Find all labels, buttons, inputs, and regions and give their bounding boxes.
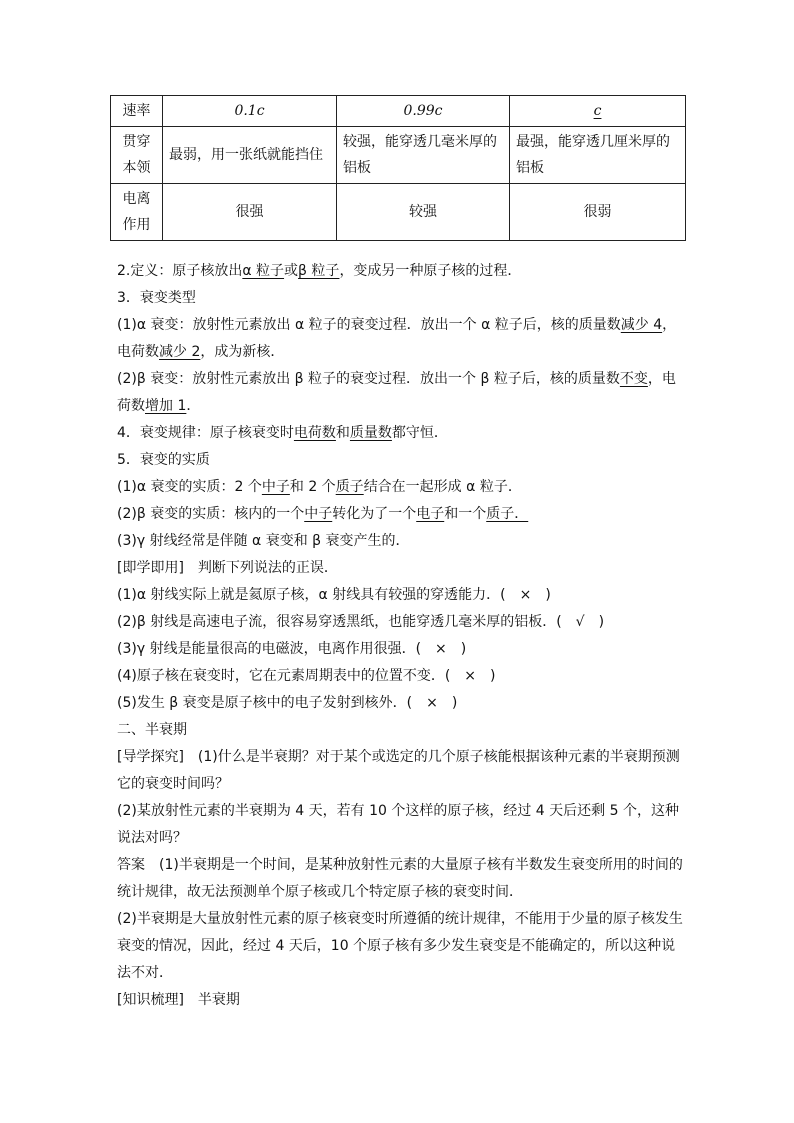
body-text [117,258,687,1014]
text-span: 电荷数 [117,371,676,414]
text-span: 转化为了一个 [332,506,417,522]
alpha-essence-line [117,474,687,501]
beta-decay-paragraph [117,366,687,420]
gamma-essence-line: (3)γ 射线经常是伴随 α 衰变和 β 衰变产生的． [117,533,410,549]
knowledge-heading: [知识梳理] 半衰期 [117,992,240,1008]
judge-title: [即学即用] 判断下列说法的正误． [117,560,338,576]
judge-item: (1)α 射线实际上就是氦原子核，α 射线具有较强的穿透能力．( × ) [117,587,551,603]
text-span: 2.定义：原子核放出 [117,263,243,279]
table-row [111,96,686,127]
judge-item: (3)γ 射线是能量很高的电磁波，电离作用很强．( × ) [117,641,467,657]
table-cell [510,96,686,127]
text-span: (2)β 衰变的实质：核内的一个 [117,506,305,522]
text-span: ． [186,398,201,414]
table-cell: 较强 [337,184,510,241]
text-span: ，成为新核． [200,344,285,360]
table-row [111,127,686,184]
answer-blank: 增加 1 [145,398,187,414]
table-cell: 很强 [163,184,337,241]
radiation-properties-table [110,95,686,241]
beta-essence-line [117,501,687,528]
answer-paragraph-2: (2)半衰期是大量放射性元素的原子核衰变时所遵循的统计规律，不能用于少量的原子核发生衰变的情况，因此，经过 4 天后，10 个原子核有多少发生衰变是不能确定的，所以这种说法不对． [117,911,683,981]
text-span: (1)α 衰变：放射性元素放出 α 粒子的衰变过程．放出一个 α 粒子后，核的质量数 [117,317,621,333]
text-span: 和 [335,425,350,441]
table-cell: 很弱 [510,184,686,241]
row-label: 速率 [111,96,163,127]
section-heading-half-life: 二、半衰期 [117,722,187,738]
answer-blank: 质量数 [349,425,392,441]
answer-blank: 电子 [416,506,445,522]
decay-rule-line [117,420,687,447]
table-row [111,184,686,241]
table-cell: 最强，能穿透几厘米厚的铝板 [510,127,686,184]
answer-blank: 减少 4 [620,317,663,333]
judge-item: (4)原子核在衰变时，它在元素周期表中的位置不变．( × ) [117,668,496,684]
heading-decay-types: 3．衰变类型 [117,290,196,306]
answer-blank: 电荷数 [293,425,336,441]
answer-blank: 质子． [486,506,529,522]
judge-item: (5)发生 β 衰变是原子核中的电子发射到核外．( × ) [117,695,458,711]
text-span: 都守恒． [391,425,448,441]
row-label: 电离作用 [111,184,163,241]
text-span: (2)β 衰变：放射性元素放出 β 粒子的衰变过程．放出一个 β 粒子后，核的质量数 [117,371,620,387]
text-span: 和一个 [444,506,487,522]
text-span: 或 [284,263,299,279]
answer-blank: 中子 [261,479,290,495]
table-cell: 最弱，用一张纸就能挡住 [163,127,337,184]
text-span: 和 2 个 [289,479,336,495]
answer-blank: β 粒子 [298,263,340,279]
heading-decay-essence: 5．衰变的实质 [117,452,210,468]
definition-line [117,258,687,285]
text-span: ， [647,371,662,387]
inquiry-question-2: (2)某放射性元素的半衰期为 4 天，若有 10 个这样的原子核，经过 4 天后还剩 5 个，这种说法对吗？ [117,803,679,846]
answer-blank: 质子 [335,479,364,495]
answer-blank: 不变 [619,371,648,387]
inquiry-question-1: [导学探究] (1)什么是半衰期？对于某个或选定的几个原子核能根据该种元素的半衰期预测它的衰变时间吗？ [117,749,680,792]
table-cell-text: c [593,103,602,119]
text-span: 电荷数 [117,344,159,360]
text-span: ， [662,317,677,333]
answer-blank: α 粒子 [242,263,285,279]
answer-paragraph-1: 答案 (1)半衰期是一个时间，是某种放射性元素的大量原子核有半数发生衰变所用的时间的统计规律，故无法预测单个原子核或几个特定原子核的衰变时间． [117,857,683,900]
text-span: (1)α 衰变的实质：2 个 [117,479,262,495]
answer-blank: 减少 2 [159,344,201,360]
judge-item: (2)β 射线是高速电子流，很容易穿透黑纸，也能穿透几毫米厚的铝板．( √ ) [117,614,605,630]
table-cell: 0.99c [337,96,510,127]
table-cell: 0.1c [163,96,337,127]
text-span: 4．衰变规律：原子核衰变时 [117,425,294,441]
answer-blank: 中子 [304,506,333,522]
text-span: 结合在一起形成 α 粒子． [363,479,522,495]
alpha-decay-paragraph [117,312,687,366]
row-label: 贯穿本领 [111,127,163,184]
table-cell: 较强，能穿透几毫米厚的铝板 [337,127,510,184]
text-span: ，变成另一种原子核的过程． [339,263,522,279]
